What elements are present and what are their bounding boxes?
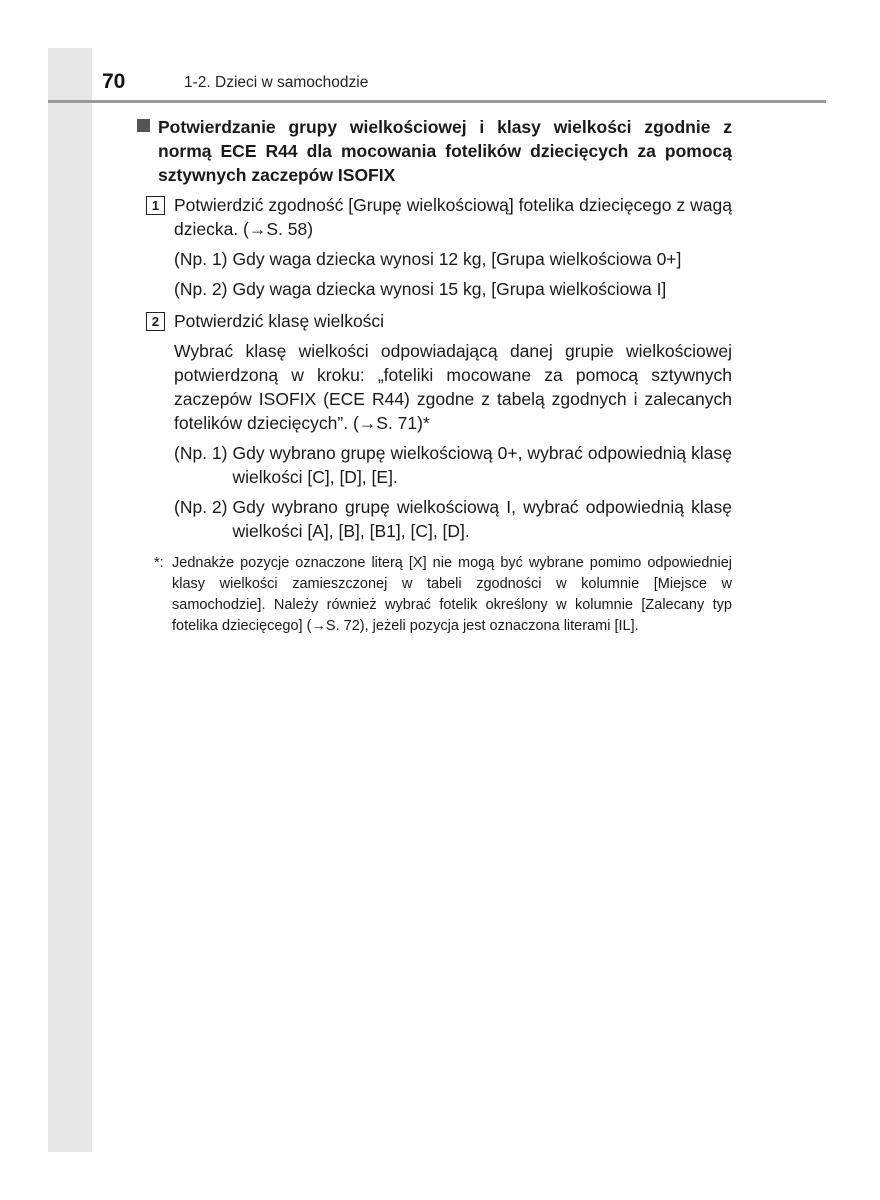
square-bullet-icon xyxy=(137,119,150,132)
step-number-box: 1 xyxy=(146,196,165,215)
example-text: Gdy waga dziecka wynosi 15 kg, [Grupa wielkościowa I] xyxy=(232,279,667,299)
page-header xyxy=(48,48,826,102)
example-label: (Np. 2) xyxy=(174,497,228,517)
example-item xyxy=(136,277,732,301)
side-margin-band xyxy=(48,48,92,1152)
example-label: (Np. 1) xyxy=(174,443,228,463)
example-label: (Np. 2) xyxy=(174,279,228,299)
section-heading xyxy=(136,115,732,187)
example-text: Gdy waga dziecka wynosi 12 kg, [Grupa wielkościowa 0+] xyxy=(232,249,682,269)
step-number-box: 2 xyxy=(146,312,165,331)
section-title: 1-2. Dzieci w samochodzie xyxy=(184,74,369,91)
page-number: 70 xyxy=(102,70,126,93)
step-2 xyxy=(136,309,732,333)
step-1 xyxy=(136,193,732,241)
example-item xyxy=(136,495,732,543)
step-text: Potwierdzić klasę wielkości xyxy=(174,311,385,331)
section-heading-text: Potwierdzanie grupy wielkościowej i klasy wielkości zgodnie z normą ECE R44 dla mocowania fotelików dziecięcych za pomocą sztywnych zaczepów ISOFIX xyxy=(158,117,732,185)
footnote-mark: *: xyxy=(154,555,164,571)
example-item xyxy=(136,247,732,271)
step-text: Potwierdzić zgodność [Grupę wielkościową] fotelika dziecięcego z wagą dziecka. (→S. 58) xyxy=(174,195,732,239)
page-content xyxy=(136,115,732,637)
footnote-text: Jednakże pozycje oznaczone literą [X] nie mogą być wybrane pomimo odpowiedniej klasy wielkości zamieszczonej w tabeli zgodności w kolumnie [Miejsce w samochodzie]. Należy również wybrać fotelik określony w kolumnie [Zalecany typ fotelika dziecięcego] (→S. 72), jeżeli pozycja jest oznaczona literami [IL]. xyxy=(172,555,732,634)
header-divider xyxy=(48,100,826,103)
example-label: (Np. 1) xyxy=(174,249,228,269)
example-text: Gdy wybrano grupę wielkościową I, wybrać odpowiednią klasę wielkości [A], [B], [B1], [C], [D]. xyxy=(232,497,732,541)
step-paragraph: Wybrać klasę wielkości odpowiadającą danej grupie wielkościowej potwierdzoną w kroku: „foteliki mocowane za pomocą sztywnych zaczepów ISOFIX (ECE R44) zgodne z tabelą zgodnych i zalecanych fotelików dziecięcych”. (→S. 71)* xyxy=(174,341,732,433)
example-text: Gdy wybrano grupę wielkościową 0+, wybrać odpowiednią klasę wielkości [C], [D], [E]. xyxy=(232,443,732,487)
footnote xyxy=(136,553,732,637)
example-item xyxy=(136,441,732,489)
